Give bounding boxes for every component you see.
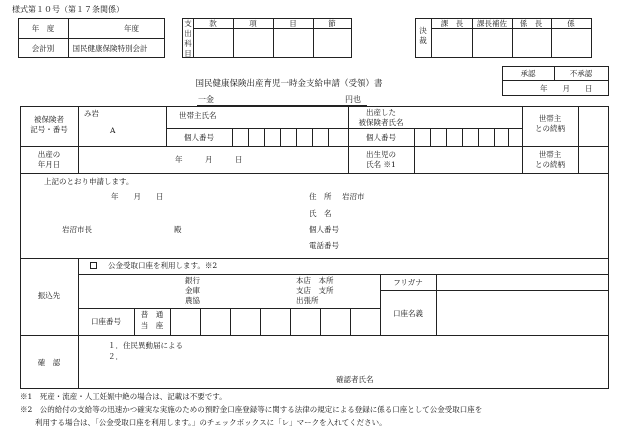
statement: 上記のとおり申請します。 xyxy=(44,177,134,186)
nendo-value: 年度 xyxy=(124,24,139,33)
header-kan: 款 xyxy=(209,19,217,28)
head-name-label: 世帯主氏名 xyxy=(179,111,217,120)
account-name-label: 口座名義 xyxy=(393,309,423,318)
birth-date-value: 年 月 日 xyxy=(175,155,243,164)
nendo-label: 年 度 xyxy=(31,24,55,33)
account-type-toza: 当 座 xyxy=(140,321,164,330)
form-number: 様式第１０号（第１７条関係） xyxy=(12,5,124,14)
address-label: 住 所 xyxy=(309,192,332,201)
mi-label: み岩 xyxy=(84,109,99,118)
transfer-label: 振込先 xyxy=(37,291,61,300)
header-moku: 目 xyxy=(289,19,297,28)
header-kakari: 係 xyxy=(567,19,575,28)
furigana-label: フリガナ xyxy=(393,278,423,287)
phone-label: 電話番号 xyxy=(309,241,339,250)
confirmer-label: 確認者氏名 xyxy=(336,375,374,384)
decision-date: 年 月 日 xyxy=(540,84,593,93)
header-kou: 項 xyxy=(249,19,257,28)
expenditure-side-label: 支 出 科 目 xyxy=(184,19,192,58)
branch-type-a: 本店 本所 xyxy=(296,276,334,285)
amount-suffix: 円也 xyxy=(345,95,361,104)
insured-label: 被保険者 記号・番号 xyxy=(30,115,68,134)
birth-insured-label: 出産した 被保険者氏名 xyxy=(358,108,404,127)
kaikeibetsu-label: 会計別 xyxy=(31,44,55,53)
account-no-label: 口座番号 xyxy=(91,317,121,326)
confirmation-item-2: ２． xyxy=(108,352,123,361)
fushounin: 不承認 xyxy=(569,69,593,78)
header-kacho-hosa: 課長補佐 xyxy=(477,19,507,28)
kojin-bango-2: 個人番号 xyxy=(366,133,396,142)
shounin: 承認 xyxy=(520,69,536,78)
dono: 殿 xyxy=(174,225,182,234)
relation-label-2: 世帯主 との続柄 xyxy=(535,150,565,169)
birth-date-label: 出産の 年月日 xyxy=(37,150,61,169)
kojin-label: 個人番号 xyxy=(309,225,339,234)
form-title: 国民健康保険出産育児一時金支給申請（受領）書 xyxy=(195,79,383,89)
approval-side-label: 決 裁 xyxy=(419,26,427,45)
expenditure-table xyxy=(182,18,352,58)
branch-type-b: 支店 支所 xyxy=(296,286,334,295)
confirmation-label: 確 認 xyxy=(37,358,61,367)
header-kakaricho: 係 長 xyxy=(519,19,543,28)
note-2b: 利用する場合は、「公金受取口座を利用します。」のチェックボックスに「レ」マークを入れてください。 xyxy=(20,418,387,427)
bank-type-kinko: 金庫 xyxy=(185,286,200,295)
mi-value: A xyxy=(110,126,116,135)
confirmation-item-1: １．住民異動届による xyxy=(108,341,183,350)
application-date: 年 月 日 xyxy=(111,192,164,201)
kojin-bango-1: 個人番号 xyxy=(184,133,214,142)
amount-prefix: 一金 xyxy=(198,95,214,104)
checkbox-label: 公金受取口座を利用します。※2 xyxy=(108,261,218,270)
address-value: 岩沼市 xyxy=(342,192,365,201)
kaikeibetsu-value: 国民健康保険特別会計 xyxy=(72,44,148,53)
newborn-name-label: 出生児の 氏名 ※1 xyxy=(366,150,396,169)
bank-type-nokyo: 農協 xyxy=(185,296,200,305)
note-1: ※1 死産・流産・人工妊娠中絶の場合は、記載は不要です。 xyxy=(20,392,227,401)
note-2a: ※2 公的給付の支給等の迅速かつ確実な実施のための預貯金口座登録等に関する法律の規定による登録に係る口座として公金受取口座を xyxy=(20,405,483,414)
header-kacho: 課 長 xyxy=(440,19,464,28)
kouki-checkbox[interactable] xyxy=(90,262,97,269)
branch-type-c: 出張所 xyxy=(296,296,319,305)
name-label: 氏 名 xyxy=(309,209,332,218)
bank-type-ginko: 銀行 xyxy=(185,276,200,285)
account-type-futsu: 普 通 xyxy=(140,310,164,319)
mayor: 岩沼市長 xyxy=(62,225,92,234)
relation-label-1: 世帯主 との続柄 xyxy=(535,114,565,133)
header-setsu: 節 xyxy=(328,19,336,28)
